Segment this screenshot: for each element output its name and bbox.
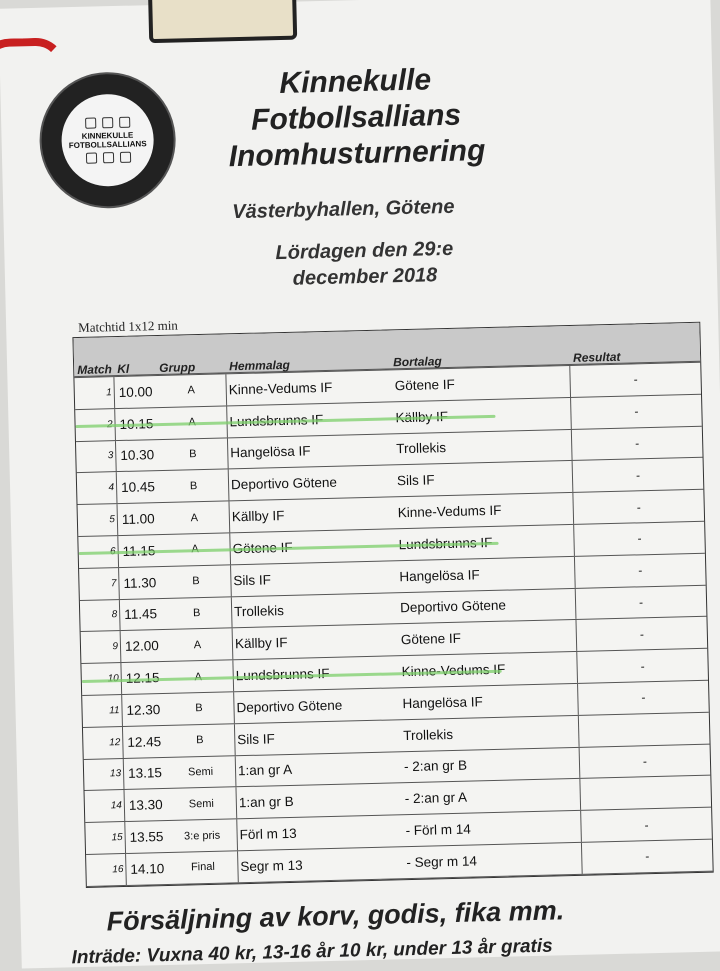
cell-kl: 12.00 xyxy=(124,638,159,655)
cell-grupp: A xyxy=(157,406,228,438)
cell-match: 1 xyxy=(74,377,115,409)
cell-result: - xyxy=(644,817,649,832)
cell-away: - Segr m 14 xyxy=(402,843,583,878)
cell-grupp: Final xyxy=(168,851,239,883)
cell-grupp: Semi xyxy=(166,788,237,820)
cell-result: - xyxy=(637,531,642,546)
cell-kl: 10.30 xyxy=(120,447,155,464)
cell-home: 1:an gr A xyxy=(237,762,293,779)
cell-home: Deportivo Götene xyxy=(236,697,343,716)
logo-crests-bottom xyxy=(85,152,130,164)
title-line-1: Kinnekulle xyxy=(279,63,432,100)
cell-home: Trollekis xyxy=(234,603,285,620)
cell-away: Källby IF xyxy=(391,398,572,433)
cell-match: 9 xyxy=(81,631,122,663)
cell-home: Kinne-Vedums IF xyxy=(228,379,333,398)
cell-kl: 12.15 xyxy=(125,670,160,686)
cell-grupp: A xyxy=(160,502,231,534)
cell-kl: 11.45 xyxy=(124,606,158,623)
header-home: Hemmalag xyxy=(229,357,291,374)
cell-kl: 13.55 xyxy=(129,829,164,845)
footer-entry: Inträde: Vuxna 40 kr, 13-16 år 10 kr, under 13 år gratis xyxy=(71,935,553,969)
cell-match: 5 xyxy=(78,504,119,536)
logo-text-2: FOTBOLLSALLIANS xyxy=(68,139,147,151)
cell-away: Götene IF xyxy=(397,620,578,655)
cell-result: - xyxy=(634,404,639,419)
header-match: Match xyxy=(77,362,113,378)
cell-kl: 13.15 xyxy=(127,765,163,782)
cell-result: - xyxy=(645,849,650,864)
schedule-table xyxy=(72,322,713,888)
cell-away: Trollekis xyxy=(399,716,580,751)
cell-match: 2 xyxy=(75,409,116,441)
cell-result xyxy=(579,712,710,746)
cell-grupp: A xyxy=(163,660,234,692)
header-away: Bortalag xyxy=(392,354,442,370)
cell-kl: 13.30 xyxy=(128,797,163,814)
cell-kl: 12.45 xyxy=(127,733,162,750)
cell-match: 11 xyxy=(82,695,123,727)
cell-match: 3 xyxy=(76,441,117,473)
cell-home: Förl m 13 xyxy=(239,825,297,843)
cell-grupp: A xyxy=(156,374,227,406)
cell-match: 4 xyxy=(77,472,118,504)
cell-home: Källby IF xyxy=(234,635,288,652)
cell-result: - xyxy=(633,372,638,387)
cell-grupp: B xyxy=(165,724,236,756)
logo-text-1: KINNEKULLE xyxy=(81,130,134,141)
cell-home: Lundsbrunns IF xyxy=(229,411,324,430)
cell-result: - xyxy=(640,658,645,673)
cell-grupp: A xyxy=(160,533,231,565)
cell-match: 7 xyxy=(79,568,120,600)
cell-result: - xyxy=(639,627,645,642)
cell-grupp: B xyxy=(162,597,233,629)
cell-result: - xyxy=(638,595,644,610)
cell-kl: 11.00 xyxy=(121,511,155,528)
cell-home: Lundsbrunns IF xyxy=(235,666,330,684)
cell-result: - xyxy=(638,563,643,578)
cell-kl: 14.10 xyxy=(130,860,165,877)
cell-away: - Förl m 14 xyxy=(401,811,582,846)
header-result: Resultat xyxy=(572,349,621,365)
cell-match: 10 xyxy=(81,663,122,695)
cell-match: 16 xyxy=(86,854,127,886)
cell-grupp: B xyxy=(161,565,232,597)
cell-away: Hangelösa IF xyxy=(398,684,579,719)
cell-match: 15 xyxy=(85,822,126,854)
cell-away: Hangelösa IF xyxy=(395,557,576,592)
page-title xyxy=(190,60,523,176)
cell-kl: 11.15 xyxy=(122,543,156,559)
table-body xyxy=(74,363,712,887)
title-line-3: Inomhusturnering xyxy=(228,133,486,174)
club-logo xyxy=(38,71,177,210)
cell-away: Lundsbrunns IF xyxy=(394,525,575,560)
cell-result: - xyxy=(635,436,640,451)
cell-grupp: A xyxy=(163,629,234,661)
cell-kl: 11.30 xyxy=(123,574,157,591)
cell-grupp: B xyxy=(159,470,230,502)
cell-away: - 2:an gr A xyxy=(400,779,581,814)
match-duration: Matchtid 1x12 min xyxy=(78,317,179,335)
logo-crests xyxy=(85,117,130,129)
cell-result: - xyxy=(642,754,648,769)
cell-match: 12 xyxy=(83,727,124,759)
cell-grupp: 3:e pris xyxy=(167,819,238,851)
cell-away: Kinne-Vedums IF xyxy=(397,652,578,687)
cell-home: Sils IF xyxy=(237,730,275,747)
cell-kl: 10.00 xyxy=(118,384,153,400)
date-line-2: december 2018 xyxy=(292,264,438,290)
cell-away: Sils IF xyxy=(393,461,574,496)
cell-away: - 2:an gr B xyxy=(400,747,581,782)
background-object xyxy=(148,0,297,43)
title-line-2: Fotbollsallians xyxy=(250,98,462,137)
venue: Västerbyhallen, Götene xyxy=(231,195,455,224)
cell-away: Deportivo Götene xyxy=(396,588,577,623)
cell-match: 6 xyxy=(78,536,119,568)
date-line-1: Lördagen den 29:e xyxy=(275,237,454,265)
cell-home: Deportivo Götene xyxy=(230,474,338,493)
cell-away: Kinne-Vedums IF xyxy=(393,493,574,528)
cell-away: Trollekis xyxy=(392,430,573,465)
cell-result: - xyxy=(641,690,646,705)
cell-home: Segr m 13 xyxy=(240,857,303,875)
cell-grupp: Semi xyxy=(166,756,237,788)
cell-away: Götene IF xyxy=(390,366,571,401)
cell-result: - xyxy=(636,499,641,514)
header-grupp: Grupp xyxy=(159,360,196,376)
cell-match: 13 xyxy=(84,759,125,791)
cell-home: 1:an gr B xyxy=(238,794,294,811)
cell-result xyxy=(580,776,711,810)
cell-home: Sils IF xyxy=(233,572,272,588)
cell-grupp: B xyxy=(164,692,235,724)
footer-sales: Försäljning av korv, godis, fika mm. xyxy=(106,895,565,937)
cell-home: Källby IF xyxy=(231,508,285,525)
cell-home: Götene IF xyxy=(232,539,293,557)
cell-kl: 10.15 xyxy=(119,415,154,432)
cell-kl: 12.30 xyxy=(126,701,161,718)
cell-match: 14 xyxy=(85,790,126,822)
cell-grupp: B xyxy=(158,438,229,470)
cell-kl: 10.45 xyxy=(120,479,156,496)
cell-match: 8 xyxy=(80,600,121,632)
header-kl: Kl xyxy=(117,361,130,377)
cell-home: Hangelösa IF xyxy=(230,443,311,461)
cell-result: - xyxy=(635,468,641,483)
